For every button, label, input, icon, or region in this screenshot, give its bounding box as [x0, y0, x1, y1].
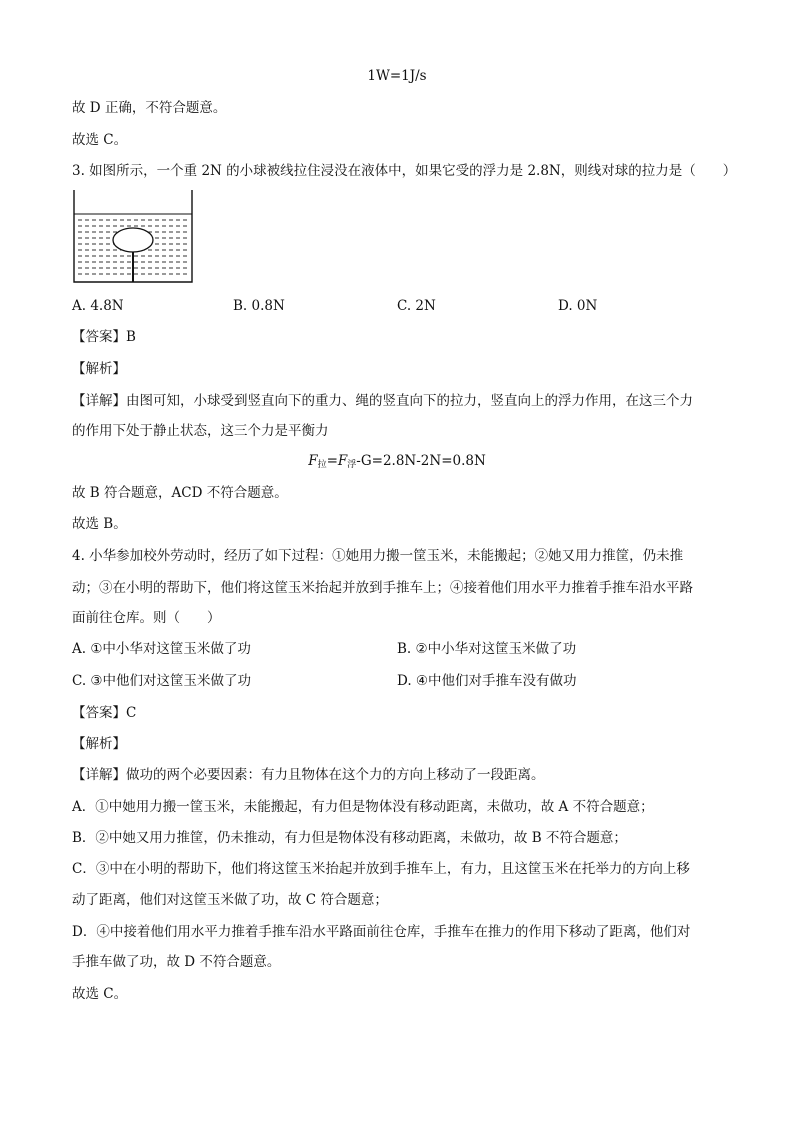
q4-detail-a: A．①中她用力搬一筐玉米，未能搬起，有力但是物体没有移动距离，未做功，故 A 不符合题意；	[72, 799, 654, 815]
q4-option-d: D. ④中他们对手推车没有做功	[397, 673, 577, 689]
q3-option-b: B. 0.8N	[233, 298, 285, 314]
q3-option-d: D. 0N	[558, 298, 598, 314]
formula-rest: -G=2.8N-2N=0.8N	[356, 453, 486, 469]
q4-analysis-heading: 【解析】	[72, 736, 126, 752]
question-4-stem: 4. 小华参加校外劳动时，经历了如下过程：①她用力搬一筐玉米，未能搬起；②她又用力推筐，仍未推	[72, 548, 684, 564]
formula-symbol: F	[337, 453, 348, 469]
q4-detail-d: D．④中接着他们用水平力推着手推车沿水平路面前往仓库，手推车在推力的作用下移动了距离，他们对	[72, 924, 691, 940]
container-liquid-ball-diagram	[72, 188, 194, 284]
q3-option-c: C. 2N	[397, 298, 436, 314]
q3-conclusion: 故 B 符合题意，ACD 不符合题意。	[72, 485, 288, 501]
q3-analysis-heading: 【解析】	[72, 361, 126, 377]
text-line: 故选 C。	[72, 132, 128, 148]
q3-answer: 【答案】B	[72, 329, 136, 345]
q4-choose: 故选 C。	[72, 986, 128, 1002]
q3-detail: 的作用下处于静止状态，这三个力是平衡力	[72, 423, 329, 439]
question-4-stem: 动；③在小明的帮助下，他们将这筐玉米抬起并放到手推车上；④接着他们用水平力推着手推车沿水平路	[72, 580, 693, 596]
q4-detail-b: B．②中她又用力推筐，仍未推动，有力但是物体没有移动距离，未做功，故 B 不符合题意；	[72, 830, 627, 846]
q4-detail-c: 动了距离，他们对这筐玉米做了功，故 C 符合题意；	[72, 892, 388, 908]
q4-detail-d: 手推车做了功，故 D 不符合题意。	[72, 954, 281, 970]
question-4-stem: 面前往仓库。则（ ）	[72, 610, 221, 626]
question-3-stem: 3. 如图所示，一个重 2N 的小球被线拉住浸没在液体中，如果它受的浮力是 2.8N，则线对球的拉力是（ ）	[72, 163, 737, 179]
q3-detail: 【详解】由图可知，小球受到竖直向下的重力、绳的竖直向下的拉力，竖直向上的浮力作用，在这三个力	[72, 393, 693, 409]
formula-unit: 1W=1J/s	[367, 68, 427, 84]
q4-option-a: A. ①中小华对这筐玉米做了功	[72, 641, 251, 657]
formula-symbol: F	[308, 453, 318, 469]
q3-choose: 故选 B。	[72, 516, 127, 532]
q4-detail: 【详解】做功的两个必要因素：有力且物体在这个力的方向上移动了一段距离。	[72, 767, 545, 783]
q3-formula	[0, 452, 794, 474]
q4-answer: 【答案】C	[72, 705, 137, 721]
q3-option-a: A. 4.8N	[72, 298, 124, 314]
text-line: 故 D 正确，不符合题意。	[72, 100, 227, 116]
q4-option-b: B. ②中小华对这筐玉米做了功	[397, 641, 577, 657]
formula-subscript: 拉	[317, 460, 327, 470]
formula-equals: =	[326, 453, 338, 469]
q4-detail-c: C．③中在小明的帮助下，他们将这筐玉米抬起并放到手推车上，有力，且这筐玉米在托举力的方向上移	[72, 861, 690, 877]
buoyancy-figure	[72, 188, 194, 288]
q4-option-c: C. ③中他们对这筐玉米做了功	[72, 673, 252, 689]
formula-subscript: 浮	[347, 460, 357, 470]
